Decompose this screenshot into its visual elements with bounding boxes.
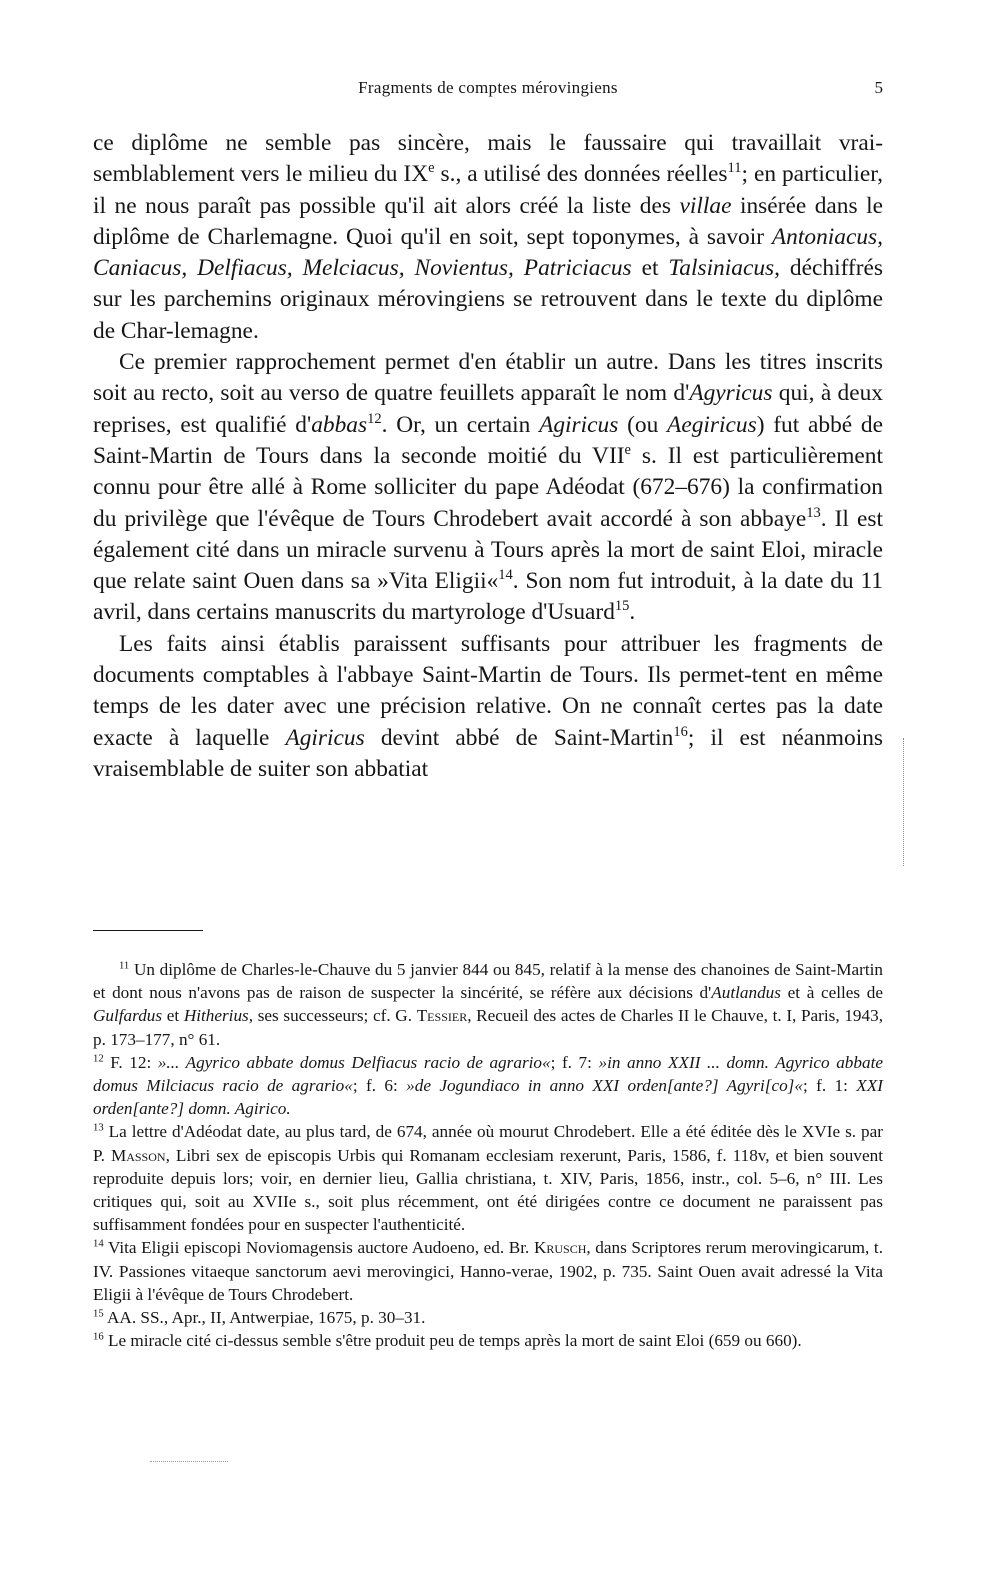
page-number: 5 <box>874 78 883 97</box>
body-text <box>93 128 883 785</box>
paragraph-2: Ce premier rapprochement permet d'en établir un autre. Dans les titres inscrits soit au recto, soit au verso de quatre feuillets apparaît le nom d'Agyricus qui, à deux reprises, est qualifié d'abbas$^{12}$. Or, un certain Agiricus (ou Aegiricus) fut abbé de Saint-Martin de Tours dans la seconde moitié du VIIe s. Il est particulièrement connu pour être allé à Rome solliciter du pape Adéodat (672–676) la confirmation du privilège que l'évêque de Tours Chrodebert avait accordé à son abbaye$^{13}$. Il est également cité dans un miracle survenu à Tours après la mort de saint Eloi, miracle que relate saint Ouen dans sa »Vita Eligii«$^{14}$. Son nom fut introduit, à la date du 11 avril, dans certains manuscrits du martyrologe d'Usuard$^{15}$. <box>93 349 884 626</box>
margin-scan-mark <box>903 738 908 866</box>
footnote-14: $^{14}$ Vita Eligii episcopi Noviomagensis auctore Audoeno, ed. Br. Krusch, dans Scriptores rerum merovingicarum, t. IV. Passiones vitaeque sanctorum aevi merovingici, Hanno-verae, 1902, p. 735. Saint Ouen avait adressé la Vita Eligii à l'évêque de Tours Chrodebert. <box>93 1238 883 1304</box>
footnote-11: $^{11}$ Un diplôme de Charles-le-Chauve du 5 janvier 844 ou 845, relatif à la mense des chanoines de Saint-Martin et dont nous n'avons pas de raison de suspecter la sincérité, se réfère aux décisions d'Autlandus et à celles de Gulfardus et Hitherius, ses successeurs; cf. G. Tessier, Recueil des actes de Charles II le Chauve, t. I, Paris, 1943, p. 173–177, n° 61. <box>93 960 884 1049</box>
footnote-12: $^{12}$ F. 12: »... Agyrico abbate domus Delfiacus racio de agrario«; f. 7: »in anno XXII ... domn. Agyrico abbate domus Milciacus racio de agrario«; f. 6: »de Jogundiaco in anno XXI orden[ante?] Agyri[co]«; f. 1: XXI orden[ante?] domn. Agirico. <box>93 1052 884 1119</box>
footnote-separator <box>93 930 203 931</box>
footnotes <box>93 958 883 1352</box>
footnote-13: $^{13}$ La lettre d'Adéodat date, au plus tard, de 674, année où mourut Chrodebert. Elle a été éditée dès le XVIe s. par P. Masson, Libri sex de episcopis Urbis qui Romanam ecclesiam rexerunt, Paris, 1586, f. 118v, et bien souvent reproduite depuis lors; voir, en dernier lieu, Gallia christiana, t. XIV, Paris, 1856, instr., col. 5–6, n° III. Les critiques qui, soit au XVIIe s., soit plus récemment, ont été dirigées contre ce document ne paraissent pas suffisamment fondées pour en suspecter l'authenticité. <box>93 1122 883 1235</box>
scan-artifact <box>150 1461 228 1462</box>
footnote-ref-12: 12 <box>367 410 382 427</box>
footnote-ref-14: 14 <box>498 567 513 584</box>
footnote-ref-16: 16 <box>673 723 688 740</box>
running-title: Fragments de comptes mérovingiens <box>358 78 618 97</box>
footnote-ref-15: 15 <box>614 598 630 615</box>
page-header <box>93 78 883 102</box>
paragraph-1: ce diplôme ne semble pas sincère, mais le faussaire qui travaillait vrai-semblablement vers le milieu du IXe s., a utilisé des données réelles$^{11}$; en particulier, il ne nous paraît pas possible qu'il ait alors créé la liste des villae insérée dans le diplôme de Charlemagne. Quoi qu'il en soit, sept toponymes, à savoir Antoniacus, Caniacus, Delfiacus, Melciacus, Novientus, Patriciacus et Talsiniacus, déchiffrés sur les parchemins originaux mérovingiens se retrouvent dans le texte du diplôme de Char-lemagne. <box>93 130 884 344</box>
paragraph-3: Les faits ainsi établis paraissent suffisants pour attribuer les fragments de documents comptables à l'abbaye Saint-Martin de Tours. Ils permet-tent en même temps de les dater avec une précision relative. On ne connaît certes pas la date exacte à laquelle Agiricus devint abbé de Saint-Martin$^{16}$; il est néanmoins vraisemblable de suiter son abbatiat <box>93 630 883 782</box>
toponym-list: Antoniacus, Caniacus, Delfiacus, Melciacus, Novientus, Patriciacus <box>93 223 883 282</box>
footnote-15: $^{15}$ AA. SS., Apr., II, Antwerpiae, 1675, p. 30–31. <box>93 1308 426 1328</box>
footnote-16: $^{16}$ Le miracle cité ci-dessus semble s'être produit peu de temps après la mort de saint Eloi (659 ou 660). <box>93 1331 802 1351</box>
footnote-ref-13: 13 <box>806 504 821 521</box>
footnote-ref-11: 11 <box>727 160 742 177</box>
